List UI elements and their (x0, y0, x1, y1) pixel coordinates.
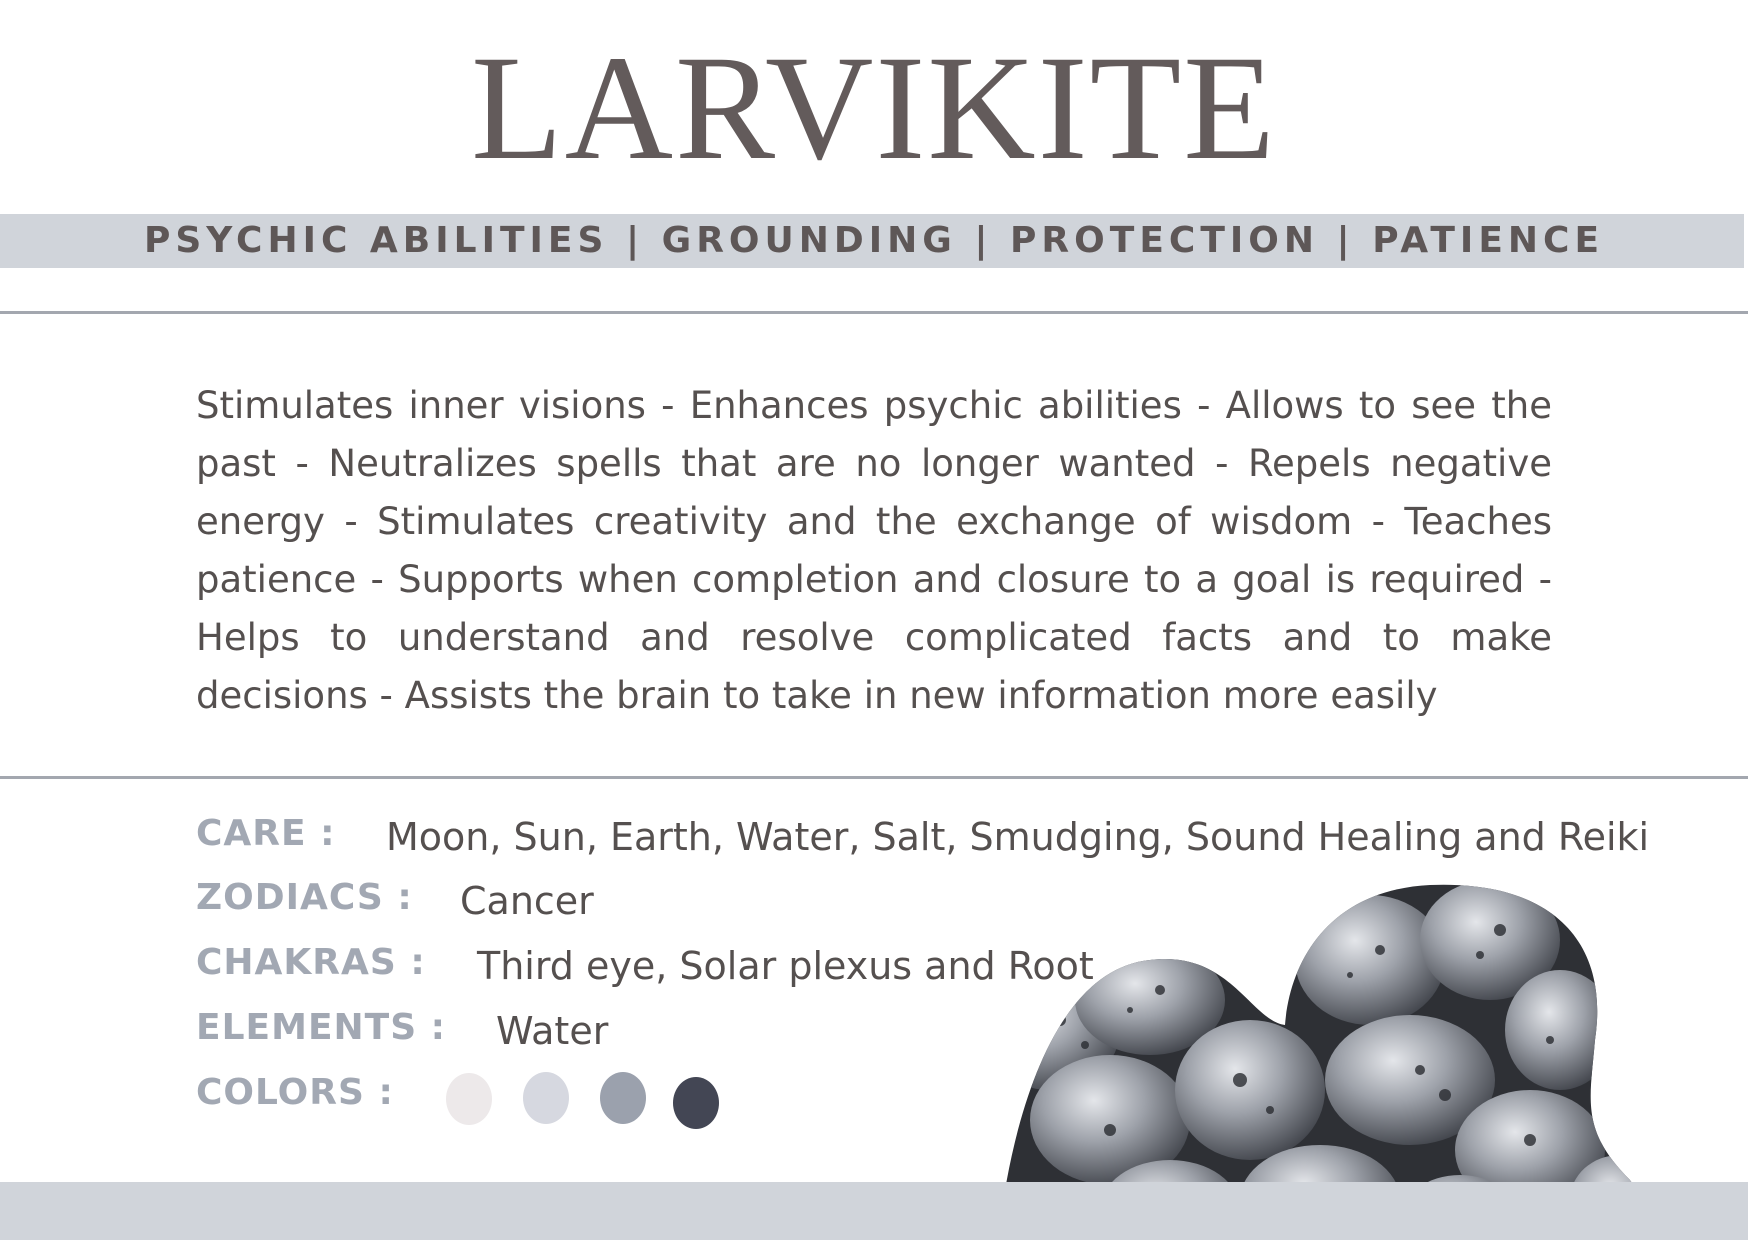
divider-top (0, 311, 1748, 314)
elements-label: ELEMENTS : (196, 1007, 447, 1048)
zodiacs-value: Cancer (460, 879, 594, 923)
footer-band (0, 1182, 1748, 1240)
colors-row (196, 1072, 796, 1122)
colors-label: COLORS : (196, 1072, 394, 1113)
keywords-text: PSYCHIC ABILITIES | GROUNDING | PROTECTION | PATIENCE (143, 220, 1605, 261)
zodiacs-label: ZODIACS : (196, 877, 413, 918)
care-label: CARE : (196, 813, 336, 854)
chakras-label: CHAKRAS : (196, 942, 426, 983)
elements-value: Water (496, 1009, 609, 1053)
description-text: Stimulates inner visions - Enhances psychic abilities - Allows to see the past - Neutralizes spells that are no longer wanted - Repels negative energy - Stimulates creativity and the exchange of wisdom - Teaches patience - Supports when completion and closure to a goal is required - Helps to understand and resolve complicated facts and to make decisions - Assists the brain to take in new information more easily (196, 384, 1552, 717)
divider-bottom (0, 776, 1748, 779)
chakras-value: Third eye, Solar plexus and Root (477, 944, 1094, 988)
color-swatch-white (446, 1073, 492, 1125)
care-value: Moon, Sun, Earth, Water, Salt, Smudging, Sound Healing and Reiki (386, 815, 1650, 859)
page-title: LARVIKITE (471, 25, 1277, 191)
color-swatch-gray (600, 1072, 646, 1124)
color-swatch-dark-gray (673, 1077, 719, 1129)
color-swatch-light-gray (523, 1072, 569, 1124)
